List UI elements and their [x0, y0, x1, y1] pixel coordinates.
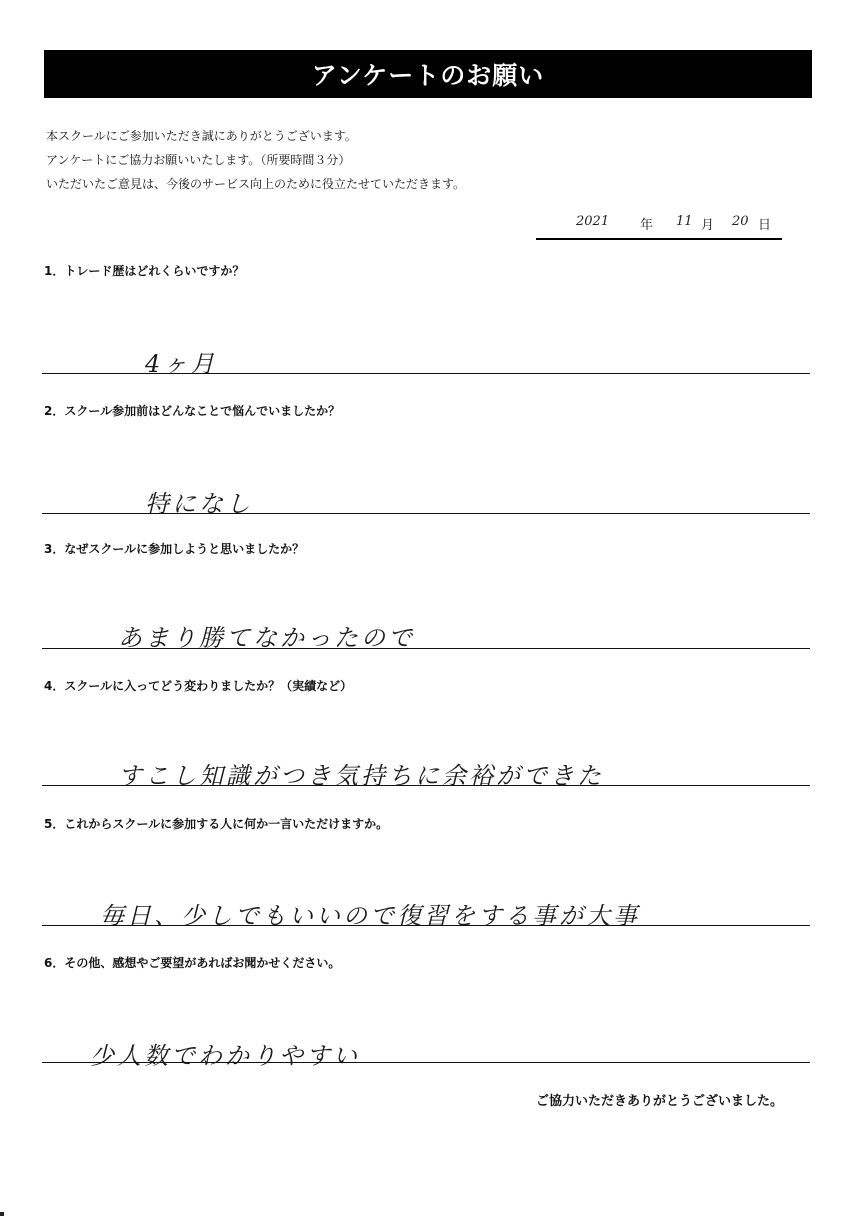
- question-4-label: 4．スクールに入ってどう変わりましたか？（実績など）: [44, 679, 353, 693]
- answer-line: [42, 1062, 810, 1063]
- question-2-answer: 特になし: [145, 490, 253, 518]
- question-1-label: 1．トレード歴はどれくらいですか？: [44, 264, 245, 278]
- question-2-label: 2．スクール参加前はどんなことで悩んでいましたか？: [44, 404, 341, 418]
- question-6-label: 6．その他、感想やご要望があればお聞かせください。: [44, 956, 341, 970]
- answer-line: [42, 785, 810, 786]
- intro-line: いただいたご意見は、今後のサービス向上のために役立たせていただきます。: [46, 177, 466, 191]
- scan-mark: [0, 1212, 4, 1216]
- date-month-label: 月: [701, 218, 715, 233]
- question-3-answer: あまり勝てなかったので: [118, 624, 415, 652]
- answer-line: [42, 925, 810, 926]
- date-day-value: 20: [732, 214, 749, 229]
- date-year-label: 年: [640, 218, 654, 233]
- question-1-answer: 4ヶ月: [145, 350, 218, 378]
- answer-line: [42, 373, 810, 374]
- intro-line: アンケートにご協力お願いいたします。（所要時間３分）: [46, 153, 351, 167]
- closing-message: ご協力いただきありがとうございました。: [536, 1094, 784, 1109]
- date-day-label: 日: [758, 218, 772, 233]
- survey-title: アンケートのお願い: [44, 50, 812, 98]
- date-year-value: 2021: [576, 214, 610, 229]
- intro-line: 本スクールにご参加いただき誠にありがとうございます。: [46, 129, 357, 143]
- question-5-answer: 毎日、少しでもいいので復習をする事が大事: [100, 902, 640, 930]
- question-4-answer: すこし知識がつき気持ちに余裕ができた: [118, 762, 604, 790]
- answer-line: [42, 648, 810, 649]
- date-field: [536, 212, 782, 240]
- answer-line: [42, 513, 810, 514]
- question-5-label: 5．これからスクールに参加する人に何か一言いただけますか。: [44, 817, 389, 831]
- intro-text: [46, 124, 465, 196]
- date-month-value: 11: [676, 214, 693, 229]
- question-6-answer: 少人数でわかりやすい: [90, 1042, 360, 1070]
- question-3-label: 3．なぜスクールに参加しようと思いましたか？: [44, 542, 305, 556]
